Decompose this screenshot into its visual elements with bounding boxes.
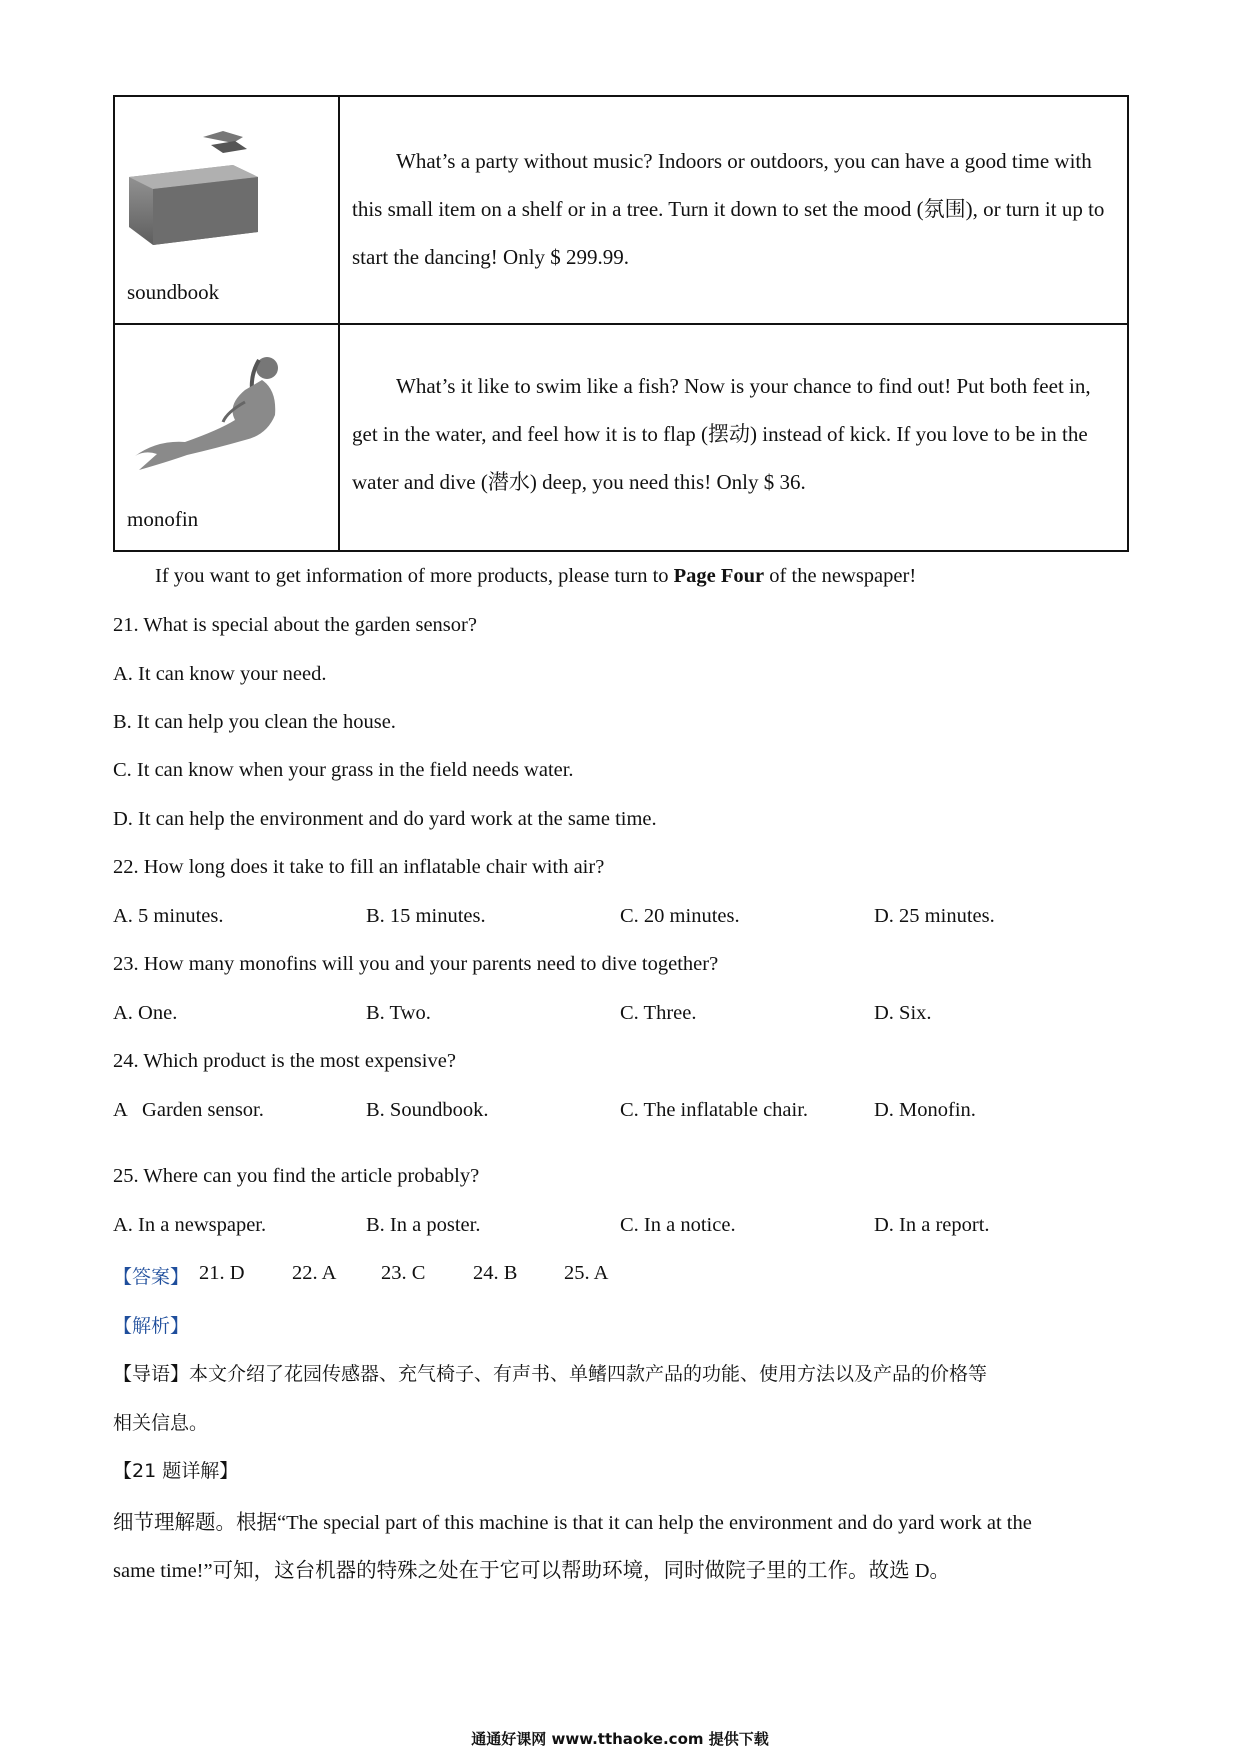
question-option: B. It can help you clean the house. (113, 711, 396, 733)
question-option: A. It can know your need. (113, 663, 327, 685)
more-info-line: If you want to get information of more products, please turn to Page Four of the newspaper! (155, 565, 917, 587)
question-option: A Garden sensor. (113, 1099, 264, 1121)
question-option: D. It can help the environment and do yard work at the same time. (113, 808, 657, 830)
question-option: D. In a report. (874, 1214, 990, 1236)
page-footer: 通通好课网 www.tthaoke.com 提供下载 (471, 1730, 769, 1748)
question-option: C. In a notice. (620, 1214, 736, 1236)
product-image-cell (115, 97, 340, 323)
product-name: monofin (127, 507, 199, 531)
question-option: D. Six. (874, 1002, 932, 1024)
question-stem: 24. Which product is the most expensive? (113, 1050, 456, 1072)
product-table (113, 95, 1129, 552)
answer-item: 25. A (564, 1262, 609, 1284)
product-description: What’s a party without music? Indoors or outdoors, you can have a good time with this small item on a shelf or in a tree. Turn it down to set the mood (氛围), or turn it up to start the dancing! Only $ 299.99. (352, 149, 1105, 269)
question-option: D. 25 minutes. (874, 905, 995, 927)
question-stem: 21. What is special about the garden sensor? (113, 614, 477, 636)
guide-label: 【导语】 (113, 1363, 190, 1385)
answer-item: 21. D (199, 1262, 245, 1284)
answer-item: 23. C (381, 1262, 426, 1284)
question-option: A. In a newspaper. (113, 1214, 267, 1236)
product-image-cell (115, 325, 340, 550)
answer-item: 24. B (473, 1262, 518, 1284)
speaker-bar-icon (123, 127, 323, 277)
mermaid-icon (127, 350, 327, 490)
question-option: C. It can know when your grass in the field needs water. (113, 759, 574, 781)
guide-line-2: 相关信息。 (113, 1412, 209, 1434)
question-option: B. Two. (366, 1002, 431, 1024)
product-description-cell (340, 97, 1127, 323)
product-name: soundbook (127, 280, 220, 304)
answer-label: 【答案】 (113, 1266, 190, 1288)
question-option: C. Three. (620, 1002, 697, 1024)
question-option: B. 15 minutes. (366, 905, 486, 927)
product-description-cell (340, 325, 1127, 550)
product-row-monofin (115, 325, 1127, 550)
question-option: D. Monofin. (874, 1099, 976, 1121)
question-stem: 23. How many monofins will you and your parents need to dive together? (113, 953, 719, 975)
question-option: C. The inflatable chair. (620, 1099, 809, 1121)
question-option: A. 5 minutes. (113, 905, 224, 927)
answer-line (113, 1262, 189, 1289)
product-row-soundbook (115, 97, 1127, 325)
question-option: B. Soundbook. (366, 1099, 489, 1121)
question-stem: 22. How long does it take to fill an inflatable chair with air? (113, 856, 605, 878)
question-option: A. One. (113, 1002, 178, 1024)
detail-line: same time!”可知，这台机器的特殊之处在于它可以帮助环境，同时做院子里的工作。故选 D。 (113, 1560, 951, 1582)
question-option: C. 20 minutes. (620, 905, 740, 927)
product-description: What’s it like to swim like a fish? Now is your chance to find out! Put both feet in, get in the water, and feel how it is to flap (摆动) instead of kick. If you love to be in the water and dive (潜水) deep, you need this! Only $ 36. (352, 374, 1091, 494)
guide-line: 【导语】本文介绍了花园传感器、充气椅子、有声书、单鳍四款产品的功能、使用方法以及产品的价格等 (113, 1363, 988, 1385)
detail-label: 【21 题详解】 (113, 1460, 239, 1482)
question-stem: 25. Where can you find the article probably? (113, 1165, 480, 1187)
question-option: B. In a poster. (366, 1214, 481, 1236)
analysis-label: 【解析】 (113, 1315, 190, 1337)
answer-item: 22. A (292, 1262, 337, 1284)
detail-line: 细节理解题。根据“The special part of this machine is that it can help the environment and do yard work at the (113, 1512, 1032, 1534)
